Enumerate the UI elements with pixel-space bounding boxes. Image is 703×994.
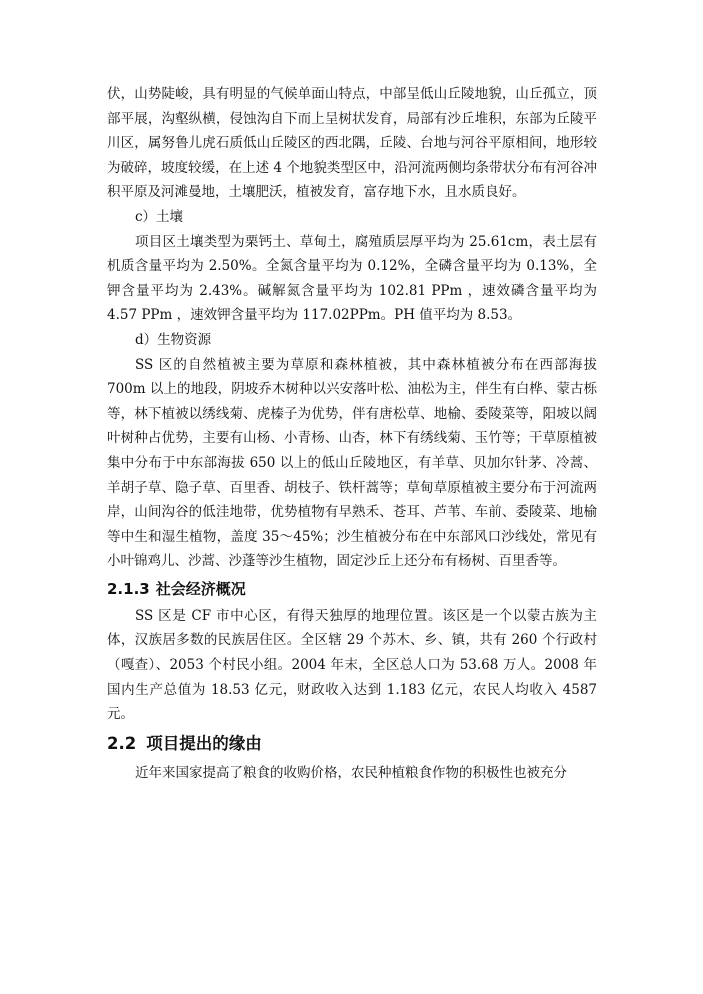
landform-paragraph: 伏，山势陡峻，具有明显的气候单面山特点，中部呈低山丘陵地貌，山丘孤立，顶部平展，沟壑纵横，侵蚀沟自下而上呈树状发育，局部有沙丘堆积，东部为丘陵平川区，属努鲁儿虎石质低山丘陵区的西北隅，丘陵、台地与河谷平原相间，地形较为破碎，坡度较缓，在上述 4 个地貌类型区中，沿河流两侧均条带状分布有河谷冲积平原及河滩曼地，土壤肥沃，植被发育，富存地下水，且水质良好。: [107, 86, 597, 201]
section-number: 2.2: [107, 733, 137, 753]
section-heading-2-2: [107, 727, 597, 761]
socio-economic-paragraph: SS 区是 CF 市中心区，有得天独厚的地理位置。该区是一个以蒙古族为主体，汉族居多数的民族居住区。全区辖 29 个苏木、乡、镇，共有 260 个行政村（嘎查）、2053 个村民小组。2004 年末，全区总人口为 53.68 万人。2008 年国内生产总值为 18.53 亿元，财政收入达到 1.183 亿元，农民人均收入 4587 元。: [107, 607, 597, 723]
section-title: 项目提出的缘由: [146, 733, 262, 753]
section-number: 2.1.3: [107, 579, 150, 598]
soil-paragraph: 项目区土壤类型为栗钙土、草甸土，腐殖质层厚平均为 25.61cm，表土层有机质含量平均为 2.50%。全氮含量平均为 0.12%，全磷含量平均为 0.13%，全钾含量平均为 2.43%。碱解氮含量平均为 102.81 PPm ，速效磷含量平均为 4.57 PPm ，速效钾含量平均为 117.02PPm。PH 值平均为 8.53。: [107, 233, 597, 324]
section-title: 社会经济概况: [155, 579, 246, 598]
project-origin-paragraph: 近年来国家提高了粮食的收购价格，农民种植粮食作物的积极性也被充分: [135, 764, 567, 781]
page-content: [107, 82, 597, 785]
bio-heading: d）生物资源: [135, 331, 212, 348]
section-heading-2-1-3: [107, 574, 597, 604]
soil-heading: c）土壤: [135, 208, 184, 225]
bio-paragraph: SS 区的自然植被主要为草原和森林植被，其中森林植被分布在西部海拔 700m 以上的地段，阴坡乔木树种以兴安落叶松、油松为主，伴生有白桦、蒙古栎等，林下植被以绣线菊、虎榛子为优势，伴有唐松草、地榆、委陵菜等，阳坡以阔叶树种占优势，主要有山杨、小青杨、山杏，林下有绣线菊、玉竹等；干草原植被集中分布于中东部海拔 650 以上的低山丘陵地区，有羊草、贝加尔针茅、冷蒿、羊胡子草、隐子草、百里香、胡枝子、铁杆蒿等；草甸草原植被主要分布于河流两岸，山间沟谷的低洼地带，优势植物有早熟禾、苍耳、芦苇、车前、委陵菜、地榆等中生和湿生植物，盖度 35～45%；沙生植被分布在中东部风口沙线处，常见有小叶锦鸡儿、沙蒿、沙蓬等沙生植物，固定沙丘上还分布有杨树、百里香等。: [107, 356, 597, 570]
